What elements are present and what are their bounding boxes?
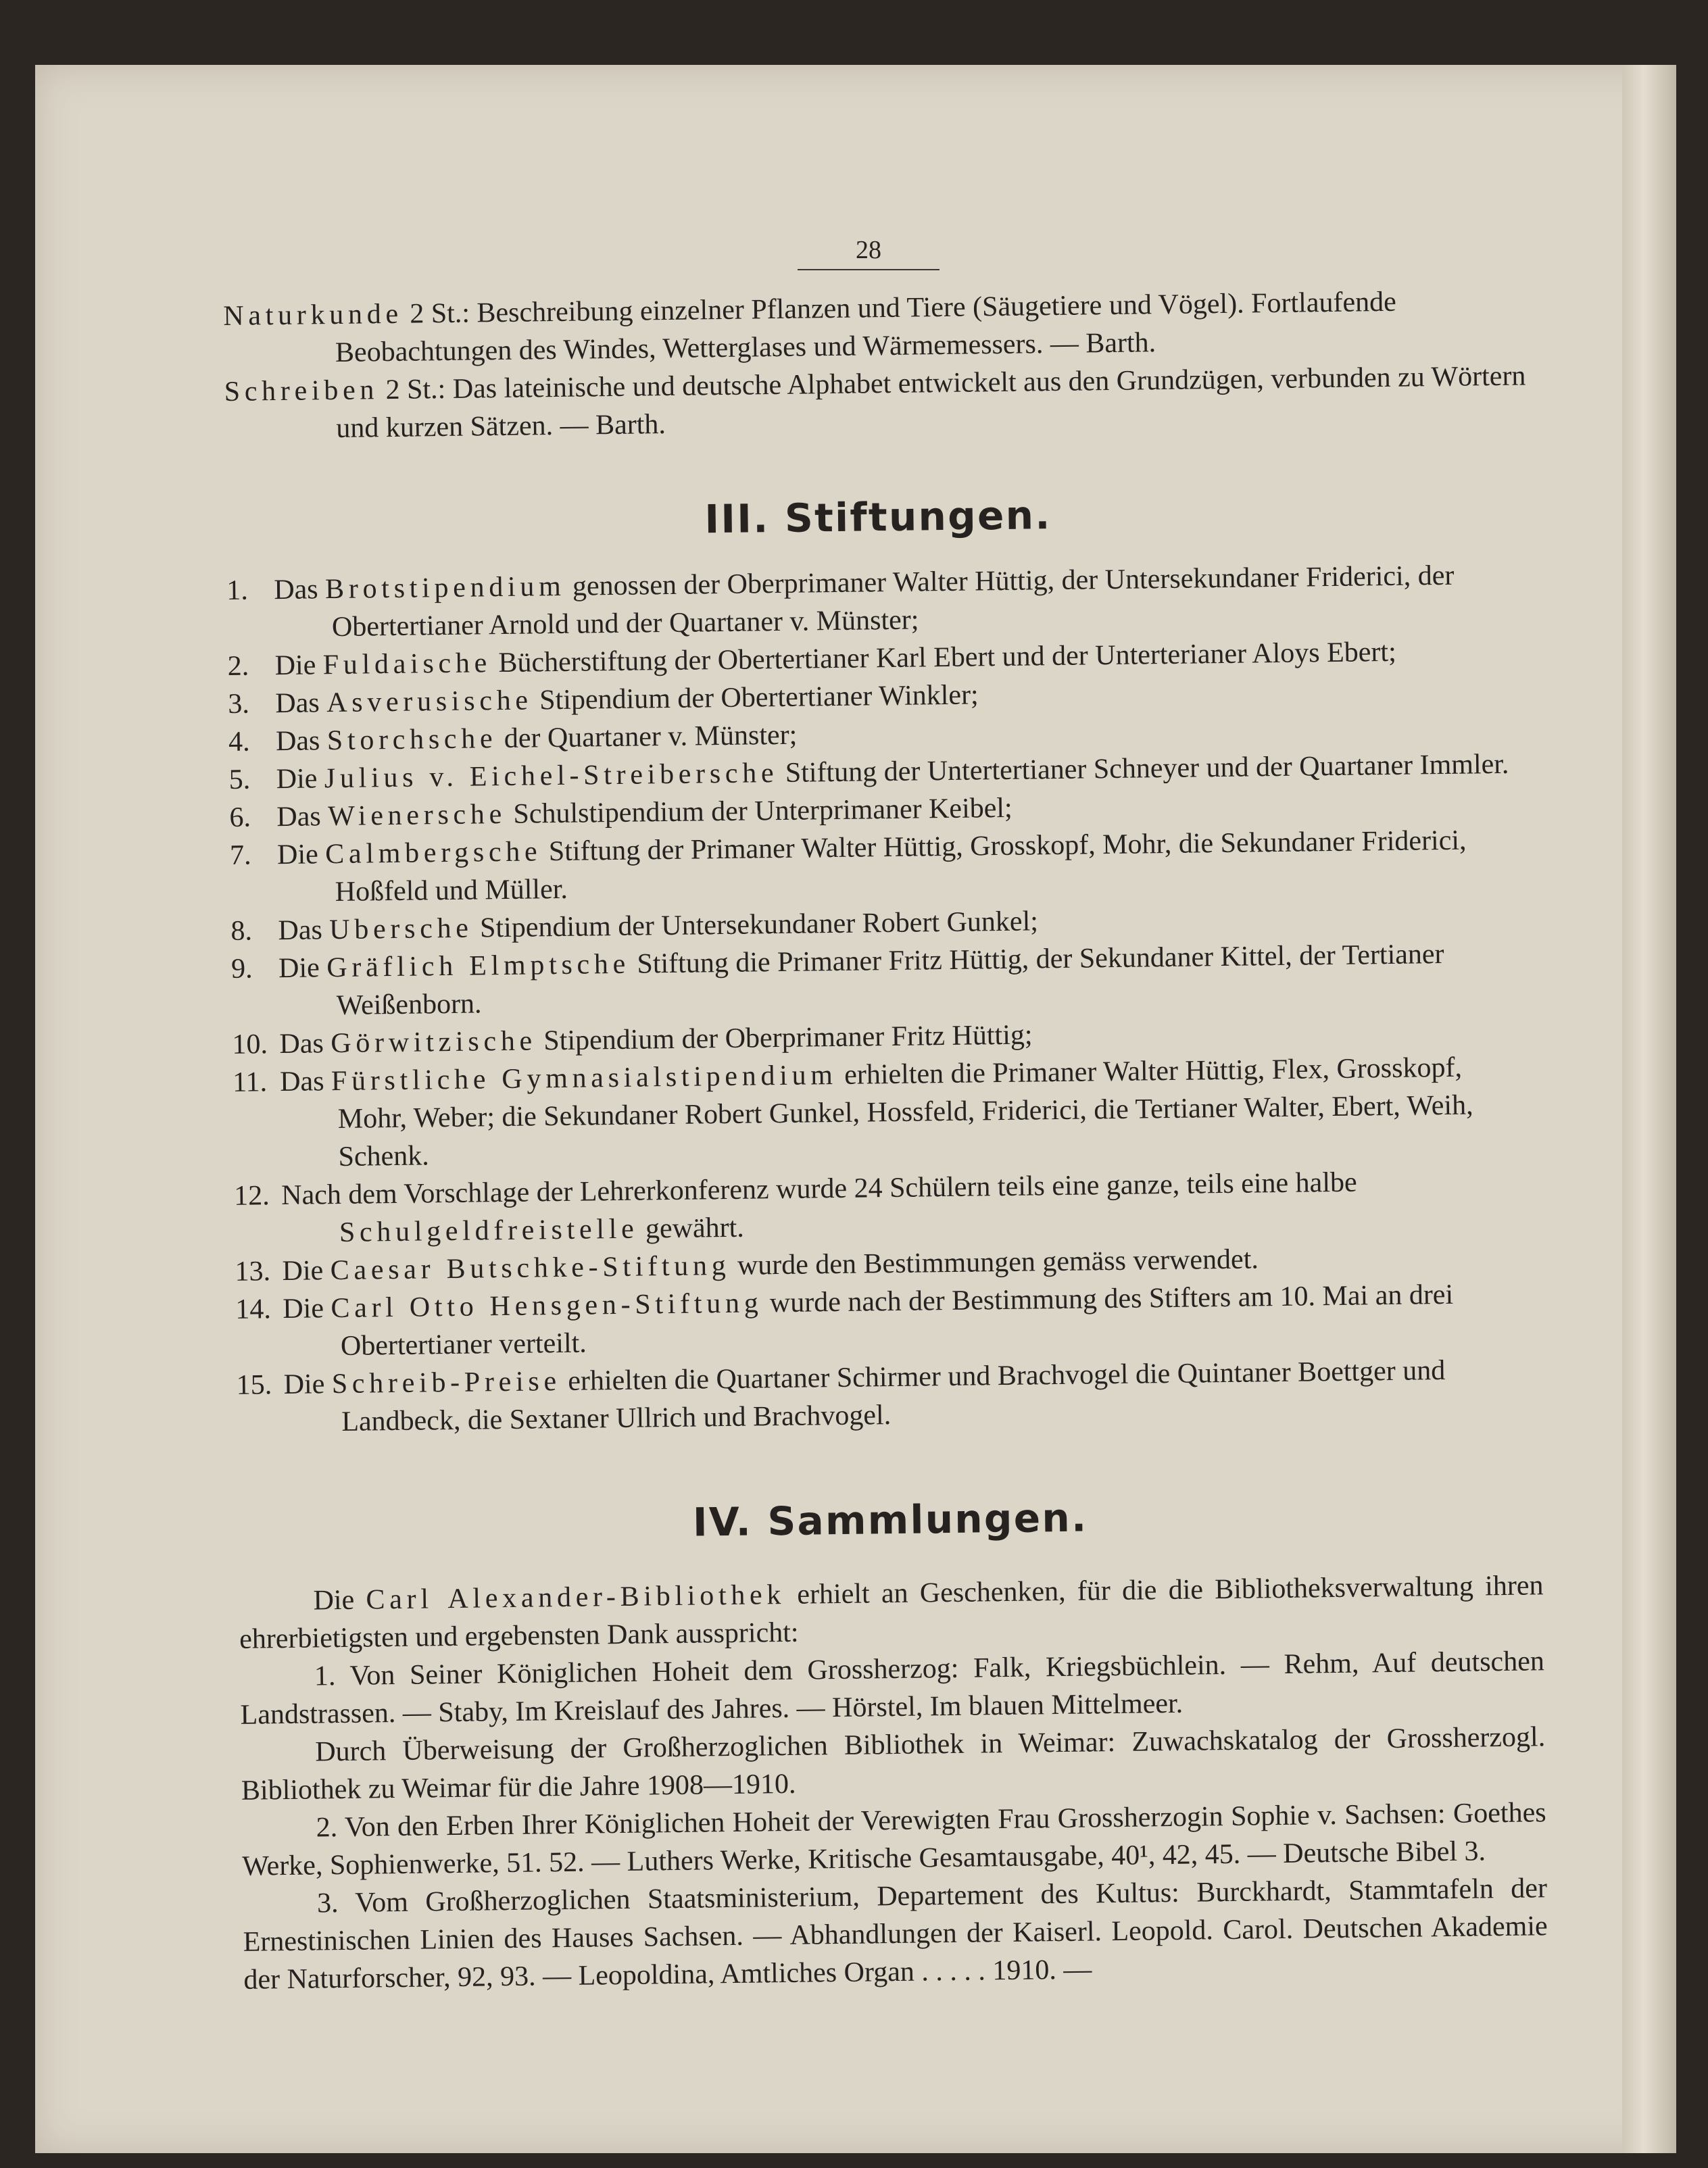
item-rest: wurde nach der Bestimmung des Stifters am 10. Mai an drei Obertertianer verteilt.	[340, 1279, 1454, 1362]
foundation-name: Calmbergsche	[324, 836, 542, 870]
item-rest: Stipendium der Oberprimaner Fritz Hüttig;	[536, 1019, 1033, 1057]
foundation-name: Julius v. Eichel-Streibersche	[324, 758, 779, 795]
item-number: 15.	[236, 1369, 272, 1401]
item-number: 13.	[235, 1256, 271, 1287]
foundation-name: Brotstipendium	[324, 570, 566, 606]
sammlungen-paragraph: 1. Von Seiner Königlichen Hoheit dem Grossherzog: Falk, Kriegsbüchlein. — Rehm, Auf deutschen Landstrassen. — Staby, Im Kreislauf des Jahres. — Hörstel, Im blauen Mittelmeer.	[240, 1646, 1545, 1731]
page-content	[223, 281, 1548, 1998]
item-pre: Das	[275, 687, 327, 720]
item-number: 10.	[232, 1029, 268, 1060]
item-pre: Das	[274, 574, 326, 606]
item-number: 9.	[230, 953, 253, 985]
library-name: Carl Alexander-Bibliothek	[366, 1579, 786, 1616]
item-number: 6.	[229, 802, 251, 833]
item-number: 4.	[228, 726, 250, 758]
item-number: 8.	[230, 915, 253, 947]
item-rest: Stiftung der Primaner Walter Hüttig, Grosskopf, Mohr, die Sekundaner Friderici, Hoßfeld und Müller.	[335, 824, 1467, 908]
foundation-name: Storchsche	[326, 723, 497, 757]
item-rest: der Quartaner v. Münster;	[497, 719, 798, 755]
section-heading-stiftungen: III. Stiftungen.	[704, 492, 1052, 543]
foundation-name: Schulgeldfreistelle	[339, 1213, 639, 1249]
item-rest: Stiftung der Untertertianer Schneyer und der Quartaner Immler.	[778, 748, 1509, 789]
item-text	[283, 1350, 1541, 1442]
item-pre: Das	[279, 1066, 332, 1098]
item-pre: Nach dem Vorschlage der Lehrerkonferenz wurde 24 Schülern teils eine ganze, teils eine halbe	[280, 1166, 1357, 1212]
item-rest: wurde den Bestimmungen gemäss verwendet.	[730, 1243, 1259, 1281]
stiftung-item	[233, 1048, 1538, 1177]
item-number: 14.	[235, 1294, 272, 1325]
intro-pre: Die	[313, 1584, 366, 1617]
sammlungen-paragraph: 3. Vom Großherzoglichen Staatsministerium, Departement des Kultus: Burckhardt, Stammtafeln der Ernestinischen Linien des Hauses Sachsen. — Abhandlungen der Kaiserl. Leopold. Carol. Deutschen Akademie der Naturforscher, 92, 93. — Leopoldina, Amtliches Organ . . . . . 1910. —	[243, 1873, 1548, 1996]
foundation-name: Asverusische	[326, 685, 533, 719]
foundation-name: Schreib-Preise	[331, 1366, 562, 1400]
item-rest: Bücherstiftung der Obertertianer Karl Ebert und der Unterterianer Aloys Ebert;	[491, 636, 1396, 679]
item-pre: Das	[278, 914, 330, 947]
item-number: 7.	[229, 839, 251, 871]
item-number: 5.	[228, 764, 251, 795]
item-rest: erhielten die Primaner Walter Hüttig, Flex, Grosskopf, Mohr, Weber; die Sekundaner Robert Gunkel, Hossfeld, Friderici, die Tertianer Walter, Ebert, Weih, Schenk.	[337, 1052, 1473, 1173]
item-rest: gewährt.	[638, 1212, 745, 1245]
item-rest: Stipendium der Untersekundaner Robert Gunkel;	[472, 906, 1039, 944]
foundation-name: Carl Otto Hensgen-Stiftung	[331, 1287, 763, 1325]
stiftung-item	[236, 1350, 1541, 1442]
foundation-name: Gräflich Elmptsche	[326, 948, 631, 984]
item-number: 2.	[227, 650, 249, 682]
item-number: 1.	[226, 574, 249, 606]
sammlungen-paragraph: 2. Von den Erben Ihrer Königlichen Hoheit der Verewigten Frau Grossherzogin Sophie v. Sachsen: Goethes Werke, Sophienwerke, 51. 52. — Luthers Werke, Kritische Gesamtausgabe, 40¹, 42, 45. — Deutsche Bibel 3.	[242, 1797, 1546, 1882]
foundation-name: Wienersche	[327, 798, 507, 833]
foundation-name: Fürstliche Gymnasialstipendium	[331, 1059, 837, 1098]
item-pre: Das	[275, 725, 328, 758]
subject-text: 2 St.: Beschreibung einzelner Pflanzen und Tiere (Säugetiere und Vögel). Fortlaufende Beobachtungen des Windes, Wetterglases und Wärmemessers. — Barth.	[335, 286, 1397, 368]
item-pre: Die	[276, 763, 325, 795]
foundation-name: Görwitzische	[331, 1025, 537, 1060]
intro-rest: erhielt an Geschenken, für die die Bibliotheksverwaltung ihren ehrerbietigsten und ergebensten Dank ausspricht:	[239, 1570, 1544, 1655]
item-rest: Stipendium der Obertertianer Winkler;	[532, 679, 979, 716]
section-heading-sammlungen: IV. Sammlungen.	[692, 1494, 1088, 1546]
item-number: 12.	[233, 1180, 270, 1212]
item-pre: Die	[283, 1369, 333, 1401]
subject-text: 2 St.: Das lateinische und deutsche Alphabet entwickelt aus den Grundzügen, verbunden zu Wörtern und kurzen Sätzen. — Barth.	[336, 360, 1526, 444]
stiftungen-list	[226, 556, 1542, 1442]
item-rest: Schulstipendium der Unterprimaner Keibel;	[506, 792, 1012, 830]
item-pre: Die	[283, 1293, 331, 1325]
foundation-name: Ubersche	[328, 912, 473, 946]
item-pre: Die	[282, 1255, 331, 1287]
item-text	[280, 1048, 1538, 1177]
item-rest: genossen der Oberprimaner Walter Hüttig, der Untersekundaner Friderici, der Obertertianer Arnold und der Quartaner v. Münster;	[331, 560, 1455, 643]
page-number: 28	[798, 235, 940, 270]
item-pre: Die	[276, 839, 326, 871]
foundation-name: Caesar Butschke-Stiftung	[330, 1250, 731, 1287]
item-pre: Das	[276, 801, 328, 833]
item-number: 11.	[232, 1066, 268, 1098]
sammlungen-paragraph: Durch Überweisung der Großherzoglichen Bibliothek in Weimar: Zuwachskatalog der Grossherzogl. Bibliothek zu Weimar für die Jahre 1908—1910.	[241, 1721, 1546, 1806]
item-pre: Die	[278, 952, 327, 985]
item-pre: Die	[274, 649, 324, 682]
subject-name: Naturkunde	[223, 298, 404, 332]
item-pre: Das	[279, 1028, 331, 1060]
item-rest: Stiftung die Primaner Fritz Hüttig, der Sekundaner Kittel, der Tertianer Weißenborn.	[336, 939, 1444, 1022]
curriculum-schreiben	[224, 357, 1529, 449]
foundation-name: Fuldaische	[322, 647, 492, 681]
sammlungen-section	[239, 1567, 1548, 1999]
subject-name: Schreiben	[224, 374, 379, 408]
page-edge	[1622, 65, 1676, 2153]
item-rest: erhielten die Quartaner Schirmer und Brachvogel die Quintaner Boettger und Landbeck, die Sextaner Ullrich und Brachvogel.	[341, 1355, 1446, 1437]
item-number: 3.	[228, 688, 250, 720]
